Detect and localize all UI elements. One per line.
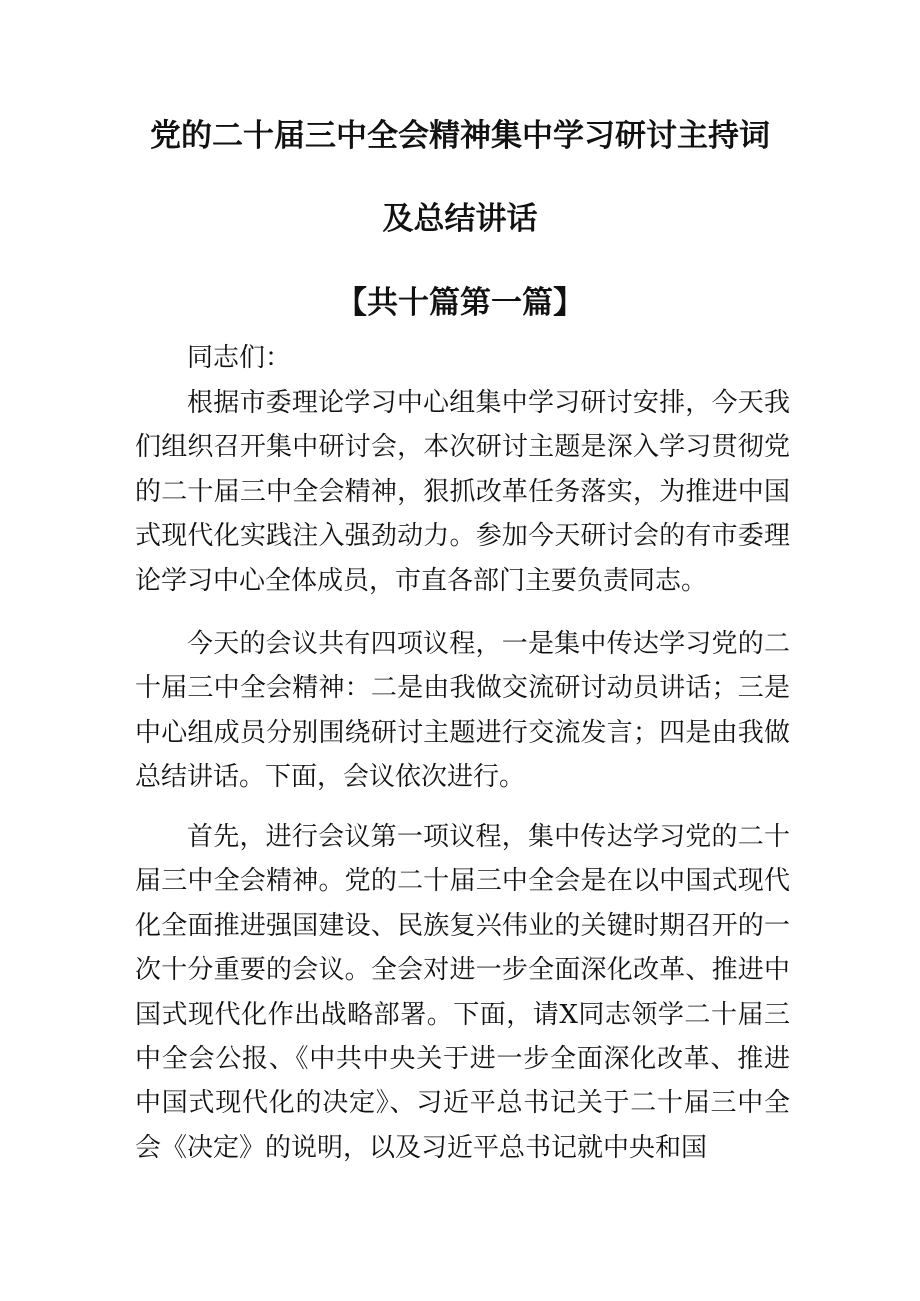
paragraph-text: 首先，进行会议第一项议程，集中传达学习党的二十届三中全会精神。党的二十届三中全会是在以中国式现代化全面推进强国建设、民族复兴伟业的关键时期召开的一次十分重要的会议。全会对进一步全面深化改革、推进中国式现代化作出战略部署。下面，请X同志领学二十届三中全会公报、《中共中央关于进一步全面深化改革、推进中国式现代化的决定》、习近平总书记关于二十届三中全会《决定》的说明，以及习近平总书记就中央和国 <box>135 822 790 1163</box>
document-title-line-1: 党的二十届三中全会精神集中学习研讨主持词 <box>150 118 770 154</box>
document-subtitle: 【共十篇第一篇】 <box>336 285 584 321</box>
greeting: 同志们： <box>187 343 292 373</box>
paragraph-1 <box>135 381 790 603</box>
document-title-line-2: 及总结讲话 <box>382 201 538 237</box>
paragraph-text: 今天的会议共有四项议程，一是集中传达学习党的二十届三中全会精神：二是由我做交流研讨动员讲话；三是中心组成员分别围绕研讨主题进行交流发言；四是由我做总结讲话。下面，会议依次进行。 <box>135 629 790 793</box>
paragraph-3 <box>135 815 790 1170</box>
paragraph-2 <box>135 622 790 800</box>
paragraph-text: 根据市委理论学习中心组集中学习研讨安排，今天我们组织召开集中研讨会，本次研讨主题是深入学习贯彻党的二十届三中全会精神，狠抓改革任务落实，为推进中国式现代化实践注入强劲动力。参加今天研讨会的有市委理论学习中心全体成员，市直各部门主要负责同志。 <box>135 388 790 596</box>
